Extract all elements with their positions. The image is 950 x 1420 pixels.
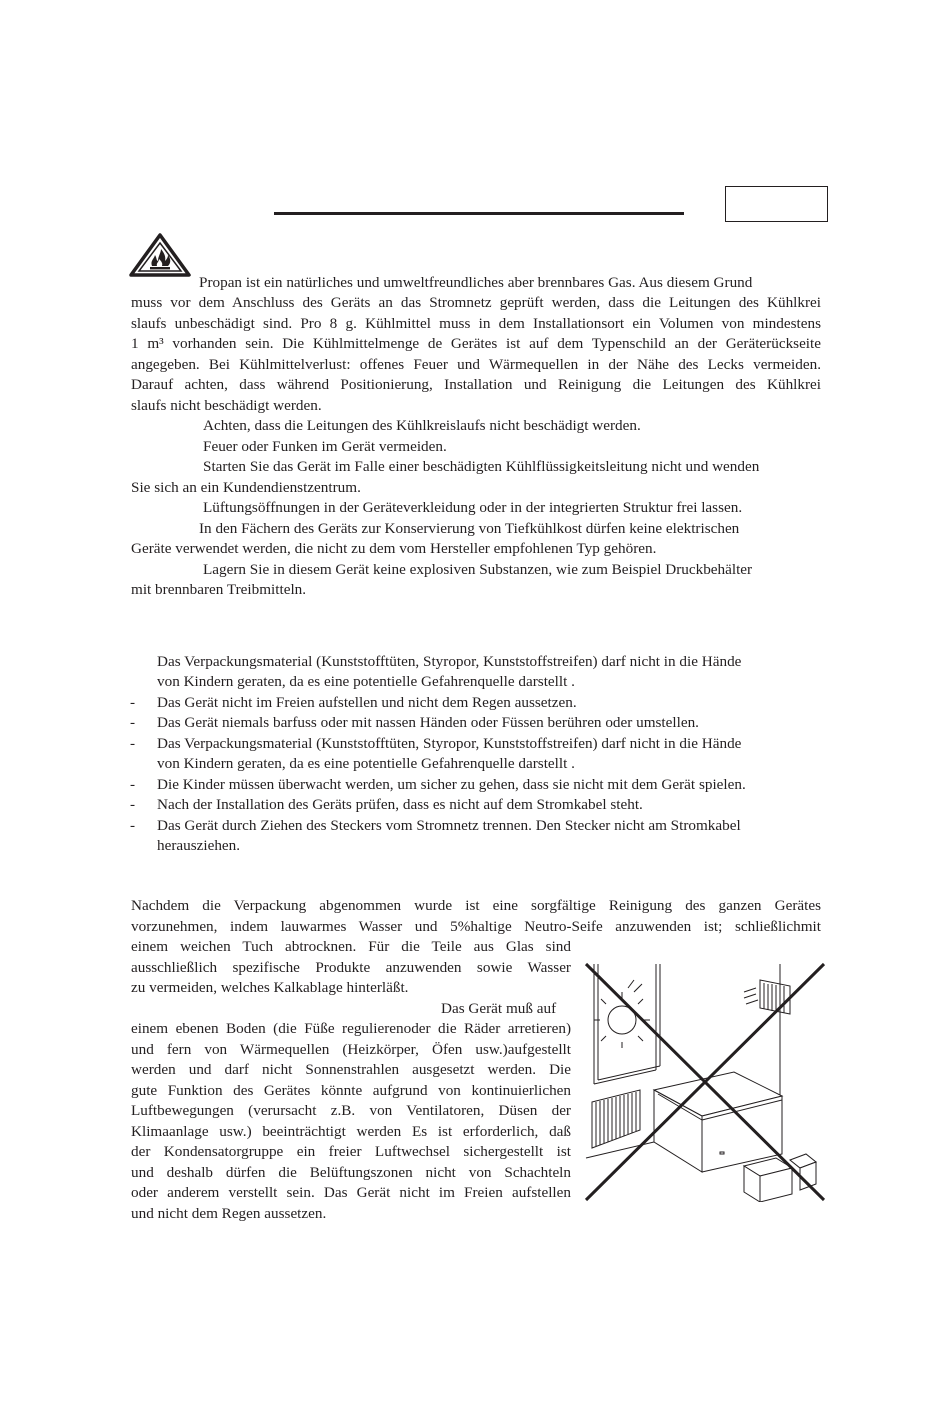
placement-line: Das Gerät muß auf xyxy=(441,1000,557,1017)
placement-line: oder anderem verstellt sein. Das Gerät nicht im Freien aufstellen xyxy=(131,1184,571,1201)
safety-point: Achten, dass die Leitungen des Kühlkreislaufs nicht beschädigt werden. xyxy=(203,417,641,434)
safety-intro-line: Darauf achten, dass während Positionierung, Installation und Reinigung die Leitungen des Kühlkrei xyxy=(131,376,821,393)
placement-line: Luftbewegungen (verursacht z.B. von Ventilatoren, Düsen der xyxy=(131,1102,571,1119)
general-bullet: Das Gerät niemals barfuss oder mit nassen Händen oder Füssen berühren oder umstellen. xyxy=(157,714,699,731)
general-intro-line: Das Verpackungsmaterial (Kunststofftüten, Styropor, Kunststoffstreifen) darf nicht in die Hände xyxy=(157,653,742,670)
title-rule xyxy=(274,212,684,215)
cleaning-line: ausschließlich spezifische Produkte anzuwenden sowie Wasser xyxy=(131,959,571,976)
safety-point: In den Fächern des Geräts zur Konservierung von Tiefkühlkost dürfen keine elektrischen xyxy=(199,520,740,537)
placement-line: und fern von Wärmequellen (Heizkörper, Öfen usw.)aufgestellt xyxy=(131,1041,571,1058)
general-bullet: Das Gerät nicht im Freien aufstellen und nicht dem Regen aussetzen. xyxy=(157,694,577,711)
safety-point: Lüftungsöffnungen in der Geräteverkleidung oder in der integrierten Struktur frei lassen. xyxy=(203,499,743,516)
general-bullet: Das Verpackungsmaterial (Kunststofftüten, Styropor, Kunststoffstreifen) darf nicht in die Hände xyxy=(157,735,742,752)
placement-line: und nicht dem Regen aussetzen. xyxy=(131,1205,327,1222)
placement-line: Klimaanlage usw.) beeinträchtigt werden Es ist erforderlich, daß xyxy=(131,1123,571,1140)
flammable-warning-icon xyxy=(128,232,192,278)
bullet-marker: - xyxy=(130,735,136,752)
safety-point: Feuer oder Funken im Gerät vermeiden. xyxy=(203,438,447,455)
safety-point: Geräte verwendet werden, die nicht zu dem vom Hersteller empfohlenen Typ gehören. xyxy=(131,540,657,557)
bullet-marker: - xyxy=(130,796,136,813)
bullet-marker: - xyxy=(130,714,136,731)
bullet-marker: - xyxy=(130,694,136,711)
safety-intro-line: angegeben. Bei Kühlmittelverlust: offenes Feuer und Wärmequellen in der Nähe des Lecks vermeiden. xyxy=(131,356,821,373)
general-bullet: Das Gerät durch Ziehen des Steckers vom Stromnetz trennen. Den Stecker nicht am Stromkabel xyxy=(157,817,741,834)
general-bullet: Die Kinder müssen überwacht werden, um sicher zu gehen, dass sie nicht mit dem Gerät spielen. xyxy=(157,776,746,793)
cleaning-line: vorzunehmen, indem lauwarmes Wasser und 5%haltige Neutro-Seife anzuwenden ist; schließlichmit xyxy=(131,918,821,935)
placement-line: der Kondensatorgruppe ein freier Luftwechsel sichergestellt ist xyxy=(131,1143,571,1160)
safety-intro-line: slaufs nicht beschädigt werden. xyxy=(131,397,322,414)
bullet-marker: - xyxy=(130,776,136,793)
cleaning-line: einem weichen Tuch abtrocknen. Für die Teile aus Glas sind xyxy=(131,938,571,955)
general-bullet-continuation: von Kindern geraten, da es eine potentielle Gefahrenquelle darstellt . xyxy=(157,755,575,772)
placement-line: werden und darf nicht Sonnenstrahlen ausgesetzt werden. Die xyxy=(131,1061,571,1078)
safety-intro-line: slaufs unbeschädigt sind. Pro 8 g. Kühlmittel muss in dem Installationsort ein Volumen von mindestens xyxy=(131,315,821,332)
placement-line: einem ebenen Boden (die Füße regulierenoder die Räder arretieren) xyxy=(131,1020,571,1037)
general-bullet: Nach der Installation des Geräts prüfen, dass es nicht auf dem Stromkabel steht. xyxy=(157,796,643,813)
bullet-marker: - xyxy=(130,817,136,834)
general-intro-line: von Kindern geraten, da es eine potentielle Gefahrenquelle darstellt . xyxy=(157,673,575,690)
cleaning-line: Nachdem die Verpackung abgenommen wurde ist eine sorgfältige Reinigung des ganzen Gerätes xyxy=(131,897,821,914)
placement-line: gute Funktion des Gerätes könnte aufgrund von kontinuierlichen xyxy=(131,1082,571,1099)
safety-point: Starten Sie das Gerät im Falle einer beschädigten Kühlflüssigkeitsleitung nicht und wenden xyxy=(203,458,760,475)
safety-intro-line: 1 m³ vorhanden sein. Die Kühlmittelmenge de Gerätes ist auf dem Typenschild an der Geräterückseite xyxy=(131,335,821,352)
cleaning-line: zu vermeiden, welches Kalkablage hinterläßt. xyxy=(131,979,409,996)
general-bullet-continuation: herausziehen. xyxy=(157,837,241,854)
safety-intro-line: muss vor dem Anschluss des Geräts an das Stromnetz geprüft werden, dass die Leitungen des Kühlkrei xyxy=(131,294,821,311)
safety-point: Lagern Sie in diesem Gerät keine explosiven Substanzen, wie zum Beispiel Druckbehälter xyxy=(203,561,753,578)
safety-point: Sie sich an ein Kundendienstzentrum. xyxy=(131,479,361,496)
safety-point: mit brennbaren Treibmitteln. xyxy=(131,581,307,598)
placement-line: und deshalb dürfen die Belüftungszonen nicht von Schachteln xyxy=(131,1164,571,1181)
safety-intro-line: Propan ist ein natürliches und umweltfreundliches aber brennbares Gas. Aus diesem Grund xyxy=(199,274,753,291)
page-number-box xyxy=(725,186,828,222)
no-placement-illustration xyxy=(584,962,828,1202)
